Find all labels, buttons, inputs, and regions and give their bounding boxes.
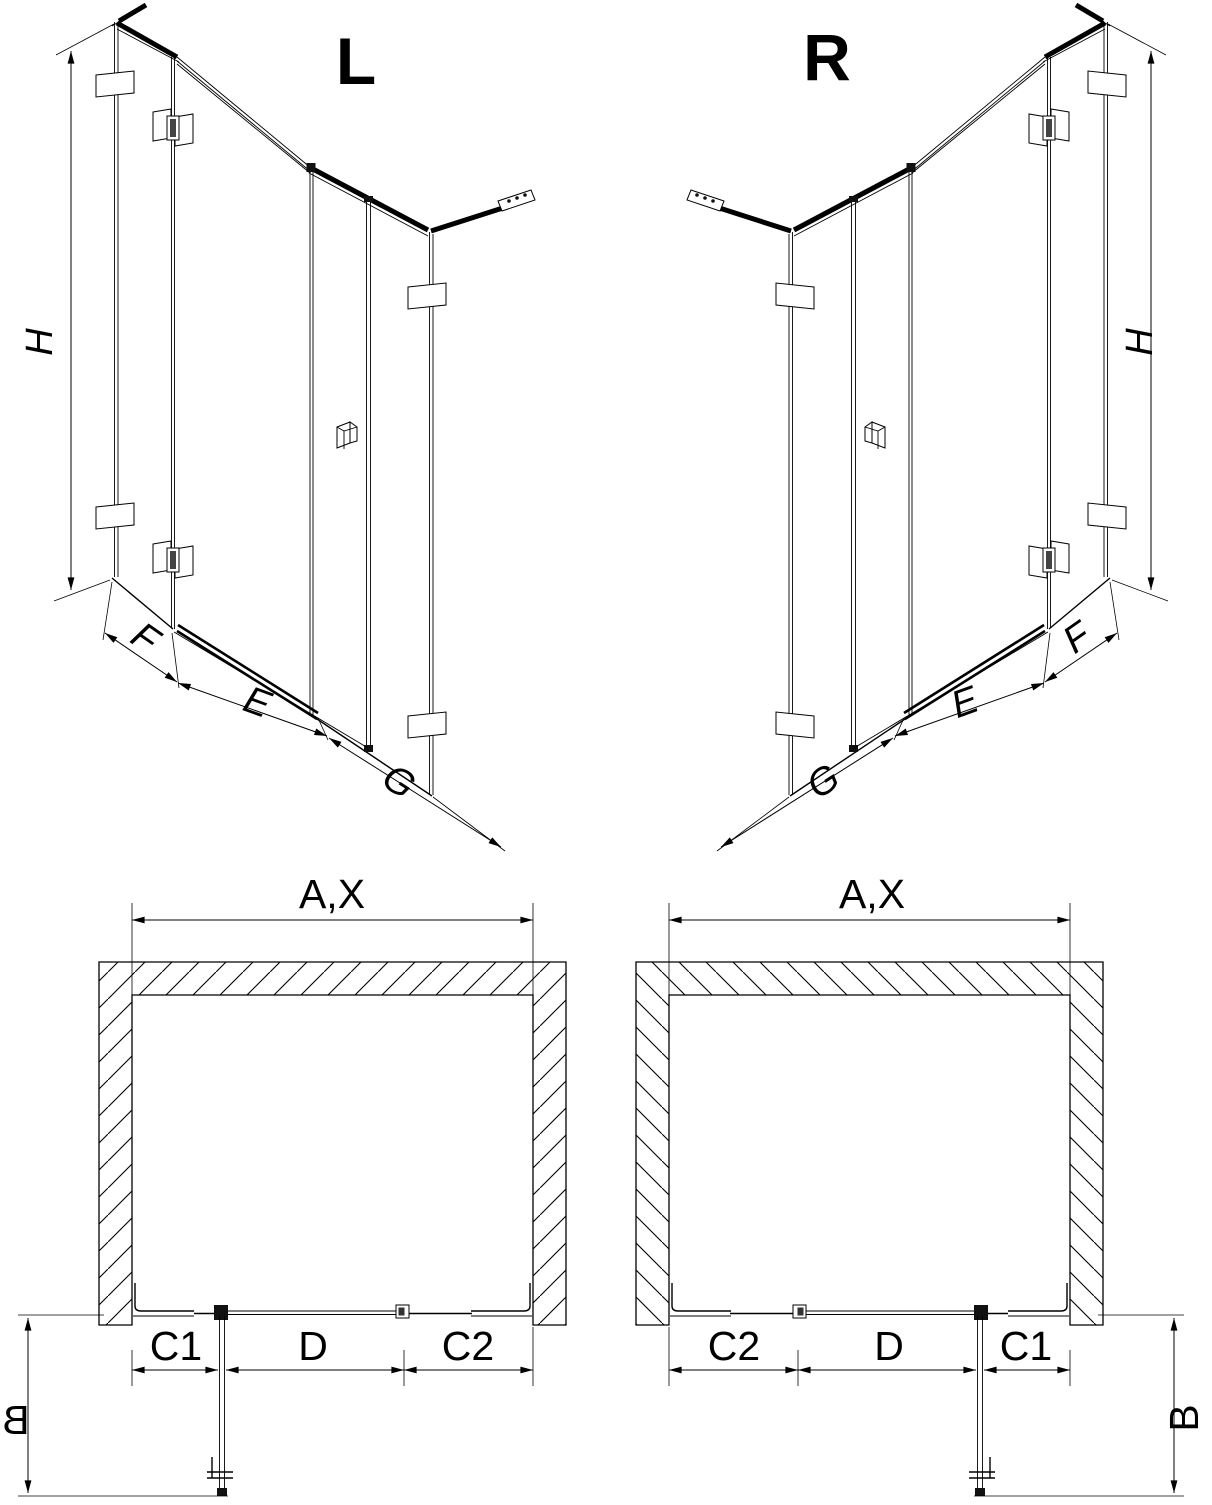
dim-label-ax-left: A,X (298, 871, 366, 917)
iso-view-right (687, 5, 1168, 851)
dim-label-b-right: B (1161, 1404, 1207, 1432)
dim-label-h-left: H (19, 328, 61, 356)
dim-label-f-right: F (1055, 614, 1099, 663)
dim-label-h-right: H (1119, 328, 1161, 356)
plan-view-left (2, 871, 566, 1496)
dim-label-c1-right: C1 (999, 1323, 1053, 1369)
iso-view-left (19, 5, 535, 851)
view-title-right: R (803, 20, 851, 94)
dim-label-c2-right: C2 (707, 1323, 761, 1369)
dim-label-d-left: D (298, 1323, 328, 1369)
view-title-left: L (335, 24, 377, 98)
dim-label-ax-right: A,X (838, 871, 906, 917)
plan-view-right (636, 871, 1207, 1496)
dim-label-e-left: E (238, 678, 277, 727)
dim-label-e-right: E (945, 678, 984, 727)
dim-label-g-right: G (799, 756, 848, 808)
dim-label-g-left: G (374, 756, 423, 808)
dim-label-d-right: D (874, 1323, 904, 1369)
dim-label-f-left: F (123, 614, 167, 663)
dim-label-b-left: B (2, 1397, 30, 1443)
dim-label-c1-left: C1 (149, 1323, 203, 1369)
dim-label-c2-left: C2 (441, 1323, 495, 1369)
